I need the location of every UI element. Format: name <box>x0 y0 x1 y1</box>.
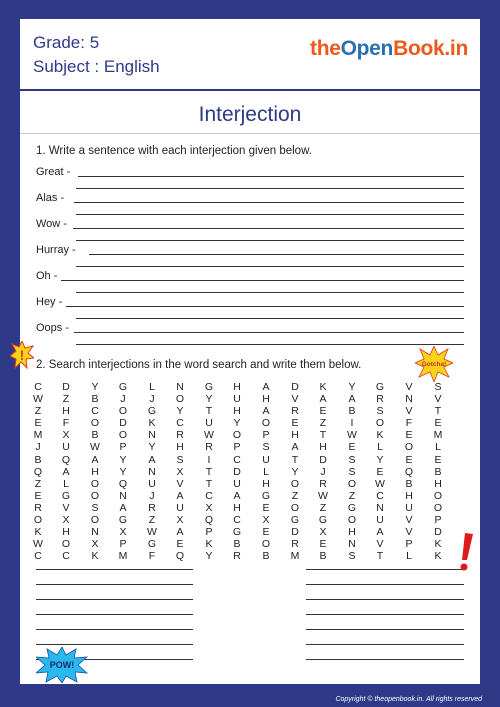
header-divider <box>20 89 480 91</box>
grid-letter[interactable]: A <box>119 501 127 514</box>
word-answer-line[interactable] <box>306 614 464 615</box>
grid-letter[interactable]: Z <box>291 489 299 502</box>
grid-letter[interactable]: A <box>376 526 384 539</box>
grid-letter[interactable]: O <box>433 489 443 502</box>
grid-letter[interactable]: T <box>434 405 442 418</box>
grid-letter[interactable]: D <box>319 453 327 466</box>
grid-letter[interactable]: E <box>34 489 42 502</box>
grid-letter[interactable]: S <box>348 453 356 466</box>
grid-letter[interactable]: E <box>348 441 356 454</box>
grid-letter[interactable]: O <box>61 538 71 551</box>
grid-letter[interactable]: Y <box>148 441 156 454</box>
grid-letter[interactable]: L <box>406 550 412 563</box>
grid-letter[interactable]: D <box>233 465 241 478</box>
grid-letter[interactable]: H <box>62 405 70 418</box>
grid-letter[interactable]: A <box>176 526 184 539</box>
grid-letter[interactable]: A <box>262 405 270 418</box>
grid-letter[interactable]: B <box>262 550 270 563</box>
grid-letter[interactable]: T <box>205 465 213 478</box>
grid-letter[interactable]: C <box>205 489 213 502</box>
grid-letter[interactable]: T <box>376 550 384 563</box>
grid-letter[interactable]: E <box>319 538 327 551</box>
grid-letter[interactable]: N <box>148 465 156 478</box>
grid-letter[interactable]: K <box>205 538 213 551</box>
grid-letter[interactable]: A <box>62 465 70 478</box>
grid-letter[interactable]: O <box>290 477 300 490</box>
answer-line[interactable] <box>74 202 464 203</box>
grid-letter[interactable]: Z <box>319 417 327 430</box>
grid-letter[interactable]: C <box>176 417 184 430</box>
logo <box>310 37 468 61</box>
pow-burst-icon <box>36 647 88 683</box>
grid-letter[interactable]: H <box>233 501 241 514</box>
grid-letter[interactable]: Y <box>233 417 241 430</box>
grid-letter[interactable]: R <box>205 441 213 454</box>
grid-letter[interactable]: V <box>405 514 413 527</box>
grid-letter[interactable]: R <box>34 501 42 514</box>
grid-letter[interactable]: B <box>91 393 99 406</box>
grid-letter[interactable]: G <box>147 405 157 418</box>
grid-letter[interactable]: P <box>262 429 270 442</box>
grid-letter[interactable]: O <box>261 417 271 430</box>
grid-letter[interactable]: R <box>319 477 327 490</box>
page-title: Interjection <box>198 103 302 126</box>
grid-row <box>20 478 480 490</box>
grid-letter[interactable]: V <box>405 381 413 393</box>
grid-letter[interactable]: E <box>405 429 413 442</box>
grid-letter[interactable]: B <box>405 477 413 490</box>
grid-letter[interactable]: U <box>205 417 213 430</box>
grid-letter[interactable]: B <box>91 429 99 442</box>
grid-letter[interactable]: O <box>347 477 357 490</box>
grid-letter[interactable]: H <box>291 429 299 442</box>
worksheet <box>20 19 480 684</box>
grid-letter[interactable]: U <box>262 453 270 466</box>
grid-letter[interactable]: O <box>90 477 100 490</box>
grid-letter[interactable]: K <box>34 526 42 539</box>
grid-letter[interactable]: A <box>148 453 156 466</box>
grid-letter[interactable]: S <box>91 501 99 514</box>
grid-row <box>20 441 480 453</box>
word-answer-line[interactable] <box>306 644 464 645</box>
grid-letter[interactable]: N <box>91 526 99 539</box>
interjection-label: Hey - <box>36 296 63 308</box>
grid-letter[interactable]: H <box>233 405 241 418</box>
grid-letter[interactable]: V <box>291 393 299 406</box>
grid-letter[interactable]: X <box>262 514 270 527</box>
grid-letter[interactable]: G <box>375 381 385 393</box>
grid-letter[interactable]: H <box>91 465 99 478</box>
interjection-label: Alas - <box>36 192 65 204</box>
grid-letter[interactable]: Y <box>291 465 299 478</box>
gotcha-burst-icon <box>415 346 453 382</box>
grid-letter[interactable]: Q <box>204 514 214 527</box>
grid-letter[interactable]: W <box>147 526 157 539</box>
grid-letter[interactable]: G <box>118 514 128 527</box>
grid-letter[interactable]: B <box>34 453 42 466</box>
grid-letter[interactable]: U <box>405 501 413 514</box>
word-answer-line[interactable] <box>36 629 193 630</box>
grid-row <box>20 454 480 466</box>
grid-letter[interactable]: X <box>62 514 70 527</box>
grid-letter[interactable]: Y <box>348 381 356 393</box>
grid-letter[interactable]: W <box>33 393 43 406</box>
grid-letter[interactable]: G <box>290 514 300 527</box>
grid-letter[interactable]: W <box>318 489 328 502</box>
grid-letter[interactable]: E <box>34 417 42 430</box>
grid-letter[interactable]: E <box>434 417 442 430</box>
grid-letter[interactable]: L <box>377 441 383 454</box>
grid-letter[interactable]: U <box>233 477 241 490</box>
grid-letter[interactable]: H <box>405 489 413 502</box>
grid-letter[interactable]: Q <box>404 465 414 478</box>
logo-rest: Book.in <box>393 37 468 60</box>
grid-letter[interactable]: D <box>291 526 299 539</box>
grid-letter[interactable]: K <box>434 538 442 551</box>
grid-letter[interactable]: S <box>176 453 184 466</box>
grid-letter[interactable]: X <box>176 514 184 527</box>
grid-letter[interactable]: O <box>261 538 271 551</box>
grid-letter[interactable]: D <box>434 526 442 539</box>
answer-line[interactable] <box>76 240 464 241</box>
grid-letter[interactable]: X <box>319 526 327 539</box>
grid-letter[interactable]: K <box>91 550 99 563</box>
interjection-label: Hurray - <box>36 244 76 256</box>
grid-letter[interactable]: M <box>290 550 300 563</box>
word-answer-line[interactable] <box>306 599 464 600</box>
grid-letter[interactable]: L <box>435 441 441 454</box>
grid-letter[interactable]: Q <box>175 550 185 563</box>
grid-letter[interactable]: O <box>90 489 100 502</box>
grid-letter[interactable]: G <box>204 381 214 393</box>
grid-letter[interactable]: Z <box>62 393 70 406</box>
grid-letter[interactable]: B <box>348 405 356 418</box>
grid-letter[interactable]: V <box>176 477 184 490</box>
grid-row <box>20 514 480 526</box>
grid-letter[interactable]: S <box>348 550 356 563</box>
grid-letter[interactable]: T <box>205 477 213 490</box>
grid-letter[interactable]: M <box>433 429 443 442</box>
grid-letter[interactable]: E <box>262 526 270 539</box>
grid-letter[interactable]: L <box>263 465 269 478</box>
grid-letter[interactable]: G <box>347 501 357 514</box>
grid-letter[interactable]: S <box>348 465 356 478</box>
grid-letter[interactable]: O <box>118 429 128 442</box>
grid-letter[interactable]: U <box>376 514 384 527</box>
grid-letter[interactable]: U <box>62 441 70 454</box>
grid-letter[interactable]: M <box>33 429 43 442</box>
grid-letter[interactable]: O <box>375 417 385 430</box>
grid-letter[interactable]: A <box>91 453 99 466</box>
grid-letter[interactable]: V <box>62 501 70 514</box>
grid-row <box>20 502 480 514</box>
answer-line[interactable] <box>61 280 464 281</box>
grid-letter[interactable]: Z <box>348 489 356 502</box>
grid-letter[interactable]: O <box>118 405 128 418</box>
grid-letter[interactable]: W <box>204 429 214 442</box>
answer-line[interactable] <box>89 254 464 255</box>
grid-letter[interactable]: J <box>120 393 126 406</box>
grid-letter[interactable]: E <box>376 465 384 478</box>
grid-letter[interactable]: O <box>347 514 357 527</box>
grid-letter[interactable]: Y <box>205 393 213 406</box>
grid-letter[interactable]: H <box>233 381 241 393</box>
word-answer-line[interactable] <box>36 584 193 585</box>
grid-letter[interactable]: K <box>434 550 442 563</box>
grid-letter[interactable]: P <box>119 441 127 454</box>
answer-line[interactable] <box>76 214 464 215</box>
grid-letter[interactable]: G <box>61 489 71 502</box>
answer-line[interactable] <box>76 318 464 319</box>
grid-letter[interactable]: R <box>176 429 184 442</box>
grid-letter[interactable]: G <box>118 381 128 393</box>
grid-letter[interactable]: N <box>148 429 156 442</box>
grid-letter[interactable]: N <box>176 381 184 393</box>
word-answer-line[interactable] <box>36 644 193 645</box>
grid-letter[interactable]: R <box>291 538 299 551</box>
grid-letter[interactable]: F <box>148 550 156 563</box>
interjection-label: Oh - <box>36 270 58 282</box>
grid-letter[interactable]: O <box>90 417 100 430</box>
grid-letter[interactable]: C <box>376 489 384 502</box>
grid-letter[interactable]: O <box>404 441 414 454</box>
grid-letter[interactable]: K <box>148 417 156 430</box>
grid-letter[interactable]: T <box>291 453 299 466</box>
word-search-grid <box>20 381 480 562</box>
grid-letter[interactable]: J <box>320 465 326 478</box>
grid-letter[interactable]: D <box>119 417 127 430</box>
grid-letter[interactable]: A <box>262 381 270 393</box>
grid-letter[interactable]: Y <box>176 405 184 418</box>
grid-letter[interactable]: X <box>62 429 70 442</box>
grid-letter[interactable]: L <box>149 381 155 393</box>
grid-letter[interactable]: R <box>291 405 299 418</box>
grid-letter[interactable]: W <box>90 441 100 454</box>
grid-letter[interactable]: H <box>262 477 270 490</box>
grid-letter[interactable]: B <box>233 538 241 551</box>
grid-letter[interactable]: C <box>91 405 99 418</box>
grid-letter[interactable]: A <box>233 489 241 502</box>
grid-row <box>20 405 480 417</box>
logo-the: the <box>310 37 341 60</box>
grid-letter[interactable]: I <box>207 453 211 466</box>
sentence-row <box>36 322 464 352</box>
grid-letter[interactable]: H <box>434 477 442 490</box>
answer-line[interactable] <box>78 176 464 177</box>
grid-letter[interactable]: G <box>232 526 242 539</box>
gotcha-burst-text: Gotcha! <box>421 361 447 368</box>
grid-letter[interactable]: T <box>319 429 327 442</box>
grid-letter[interactable]: Q <box>33 465 43 478</box>
grid-letter[interactable]: Y <box>119 453 127 466</box>
exclaim-burst-text: ! <box>19 347 25 363</box>
word-answer-line[interactable] <box>306 659 464 660</box>
grid-letter[interactable]: G <box>318 514 328 527</box>
grid-letter[interactable]: L <box>63 477 69 490</box>
grid-letter[interactable]: B <box>319 550 327 563</box>
grid-letter[interactable]: N <box>405 393 413 406</box>
grid-letter[interactable]: O <box>90 514 100 527</box>
red-exclaim-icon <box>456 533 476 573</box>
grid-letter[interactable]: Z <box>148 514 156 527</box>
grid-letter[interactable]: U <box>176 501 184 514</box>
grid-row <box>20 466 480 478</box>
grid-letter[interactable]: U <box>233 393 241 406</box>
grid-row <box>20 417 480 429</box>
copyright-footer: Copyright © theopenbook.in. All rights reserved <box>335 696 482 703</box>
grid-letter[interactable]: A <box>348 393 356 406</box>
grid-letter[interactable]: A <box>319 393 327 406</box>
grid-letter[interactable]: N <box>119 489 127 502</box>
word-answer-line[interactable] <box>306 584 464 585</box>
grid-letter[interactable]: F <box>62 417 70 430</box>
grid-row <box>20 490 480 502</box>
grid-letter[interactable]: G <box>147 538 157 551</box>
answer-line[interactable] <box>76 344 464 345</box>
grid-letter[interactable]: W <box>375 477 385 490</box>
grid-letter[interactable]: C <box>34 381 42 393</box>
grid-letter[interactable]: S <box>434 381 442 393</box>
grid-letter[interactable]: R <box>233 550 241 563</box>
grid-letter[interactable]: J <box>149 489 155 502</box>
grid-letter[interactable]: E <box>434 453 442 466</box>
grid-letter[interactable]: X <box>119 526 127 539</box>
grid-letter[interactable]: X <box>176 465 184 478</box>
grid-letter[interactable]: R <box>148 501 156 514</box>
grid-letter[interactable]: P <box>205 526 213 539</box>
word-answer-line[interactable] <box>36 614 193 615</box>
grid-letter[interactable]: J <box>149 393 155 406</box>
grid-letter[interactable]: E <box>291 417 299 430</box>
grid-letter[interactable]: S <box>376 405 384 418</box>
grid-letter[interactable]: Y <box>91 381 99 393</box>
answer-line[interactable] <box>76 188 464 189</box>
grid-letter[interactable]: W <box>347 429 357 442</box>
grid-letter[interactable]: O <box>33 514 43 527</box>
grid-letter[interactable]: D <box>291 381 299 393</box>
grid-letter[interactable]: Z <box>34 405 42 418</box>
grid-letter[interactable]: W <box>33 538 43 551</box>
grid-letter[interactable]: H <box>348 526 356 539</box>
grid-letter[interactable]: P <box>434 514 442 527</box>
grid-letter[interactable]: C <box>233 514 241 527</box>
logo-open: Open <box>340 37 394 60</box>
grid-letter[interactable]: A <box>176 489 184 502</box>
pow-burst-text: POW! <box>49 660 75 670</box>
grid-letter[interactable]: F <box>405 417 413 430</box>
grid-letter[interactable]: P <box>233 441 241 454</box>
subject-label: Subject : English <box>33 57 160 76</box>
grid-row <box>20 550 480 562</box>
answer-line[interactable] <box>73 228 464 229</box>
grid-letter[interactable]: K <box>376 429 384 442</box>
interjection-label: Wow - <box>36 218 67 230</box>
word-answer-line[interactable] <box>36 569 193 570</box>
grid-letter[interactable]: H <box>176 441 184 454</box>
grid-letter[interactable]: O <box>433 501 443 514</box>
grade-label: Grade: 5 <box>33 33 100 52</box>
grid-letter[interactable]: O <box>232 429 242 442</box>
question-1: 1. Write a sentence with each interjection given below. <box>36 145 312 157</box>
grid-letter[interactable]: Q <box>61 453 71 466</box>
grid-letter[interactable]: H <box>319 441 327 454</box>
grid-letter[interactable]: E <box>262 501 270 514</box>
word-answer-line[interactable] <box>306 629 464 630</box>
exclaim-burst-icon <box>10 341 34 369</box>
answer-line[interactable] <box>76 266 464 267</box>
grid-letter[interactable]: X <box>205 501 213 514</box>
title-divider <box>20 133 480 134</box>
grid-row <box>20 393 480 405</box>
answer-line[interactable] <box>76 292 464 293</box>
grid-letter[interactable]: Y <box>119 465 127 478</box>
grid-letter[interactable]: N <box>348 538 356 551</box>
grid-letter[interactable]: Y <box>205 550 213 563</box>
word-answer-line[interactable] <box>36 599 193 600</box>
grid-row <box>20 538 480 550</box>
grid-letter[interactable]: P <box>119 538 127 551</box>
grid-letter[interactable]: J <box>35 441 41 454</box>
answer-line[interactable] <box>66 306 464 307</box>
grid-letter[interactable]: Z <box>34 477 42 490</box>
interjection-label: Great - <box>36 166 71 178</box>
grid-letter[interactable]: C <box>34 550 42 563</box>
grid-letter[interactable]: V <box>434 393 442 406</box>
grid-letter[interactable]: S <box>262 441 270 454</box>
grid-row <box>20 526 480 538</box>
grid-letter[interactable]: H <box>262 393 270 406</box>
grid-letter[interactable]: M <box>118 550 128 563</box>
grid-letter[interactable]: R <box>376 393 384 406</box>
grid-letter[interactable]: I <box>350 417 354 430</box>
grid-letter[interactable]: K <box>319 381 327 393</box>
grid-letter[interactable]: G <box>261 489 271 502</box>
grid-row <box>20 381 480 393</box>
grid-letter[interactable]: D <box>62 381 70 393</box>
grid-letter[interactable]: E <box>319 405 327 418</box>
grid-letter[interactable]: T <box>205 405 213 418</box>
grid-letter[interactable]: O <box>290 501 300 514</box>
interjection-label: Oops - <box>36 322 70 334</box>
grid-letter[interactable]: U <box>148 477 156 490</box>
grid-letter[interactable]: H <box>62 526 70 539</box>
grid-letter[interactable]: X <box>91 538 99 551</box>
grid-letter[interactable]: B <box>434 465 442 478</box>
grid-letter[interactable]: V <box>376 538 384 551</box>
grid-letter[interactable]: V <box>405 405 413 418</box>
question-2: 2. Search interjections in the word search and write them below. <box>36 359 362 371</box>
grid-letter[interactable]: E <box>405 453 413 466</box>
grid-row <box>20 429 480 441</box>
grid-letter[interactable]: O <box>175 393 185 406</box>
grid-letter[interactable]: C <box>62 550 70 563</box>
grid-letter[interactable]: A <box>291 441 299 454</box>
grid-letter[interactable]: C <box>233 453 241 466</box>
grid-letter[interactable]: E <box>176 538 184 551</box>
grid-letter[interactable]: Y <box>376 453 384 466</box>
grid-letter[interactable]: Z <box>319 501 327 514</box>
word-answer-line[interactable] <box>306 569 464 570</box>
grid-letter[interactable]: P <box>405 538 413 551</box>
answer-line[interactable] <box>74 332 464 333</box>
grid-letter[interactable]: N <box>376 501 384 514</box>
grid-letter[interactable]: Q <box>118 477 128 490</box>
grid-letter[interactable]: V <box>405 526 413 539</box>
